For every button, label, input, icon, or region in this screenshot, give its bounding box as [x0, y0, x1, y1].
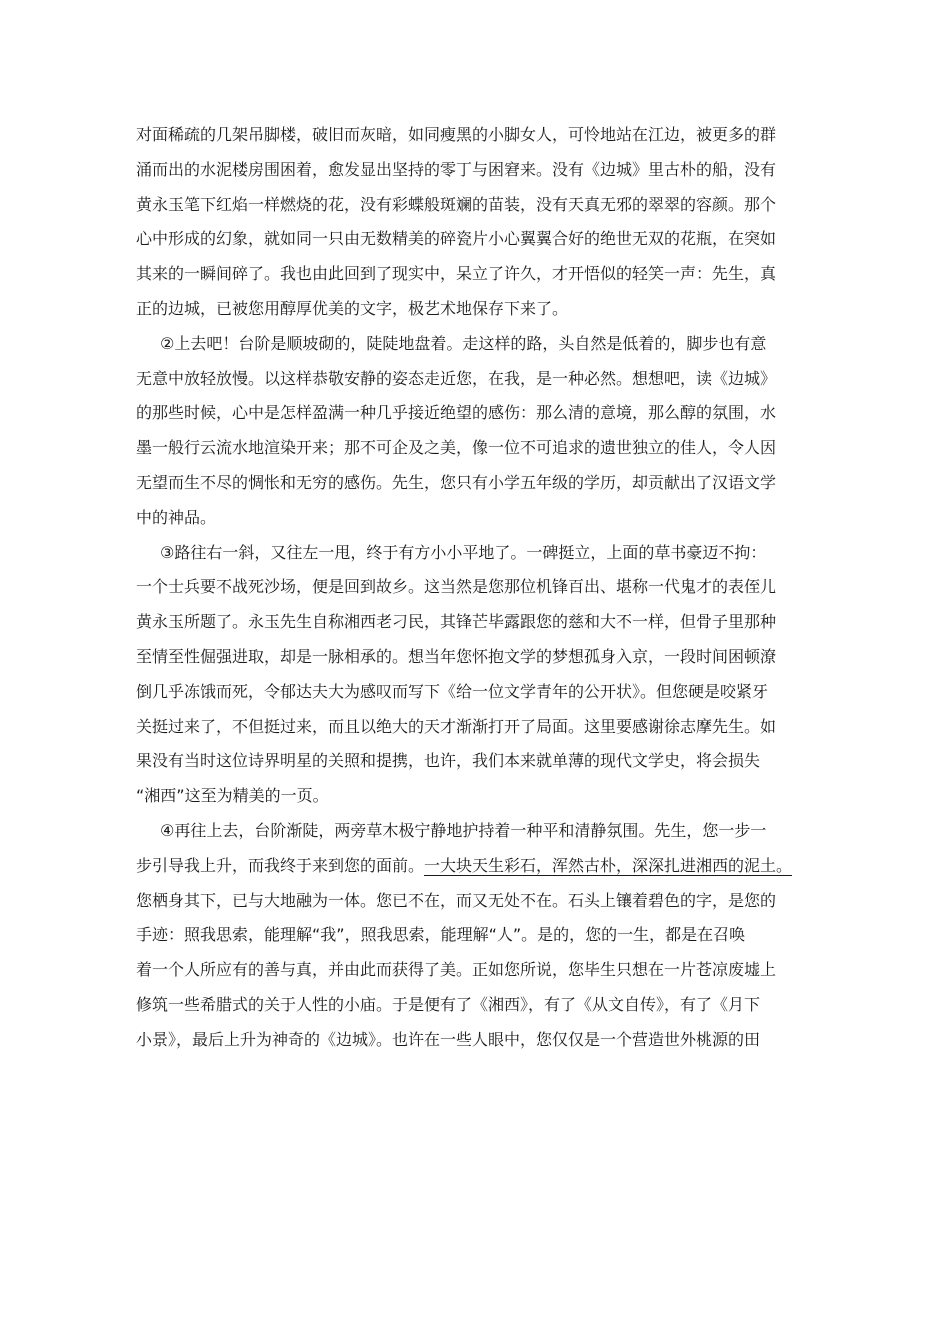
text-line: 您栖身其下，已与大地融为一体。您已不在，而又无处不在。石头上镶着碧色的字，是您的	[136, 890, 777, 910]
text-line: ④再往上去，台阶渐陡，两旁草木极宁静地护持着一种平和清静氛围。先生，您一步一	[160, 820, 767, 840]
text-line: 倒几乎冻饿而死，令郁达夫大为感叹而写下《给一位文学青年的公开状》。但您硬是咬紧牙	[136, 681, 769, 701]
text-line: 的那些时候，心中是怎样盈满一种几乎接近绝望的感伤：那么清的意境，那么醇的氛围，水	[136, 403, 777, 423]
paragraph-1	[136, 118, 826, 327]
text-line: ③路往右一斜，又往左一甩，终于有方小小平地了。一碑挺立，上面的草书豪迈不拘：	[160, 542, 767, 562]
text-line: 黄永玉所题了。永玉先生自称湘西老刁民，其锋芒毕露跟您的慈和大不一样，但骨子里那种	[136, 612, 777, 632]
text-line: 一个士兵要不战死沙场，便是回到故乡。这当然是您那位机锋百出、堪称一代鬼才的表侄儿	[136, 577, 777, 597]
text-line: 着一个人所应有的善与真，并由此而获得了美。正如您所说，您毕生只想在一片苍凉废墟上	[136, 960, 777, 980]
text-segment: 步引导我上升，而我终于来到您的面前。	[136, 855, 425, 875]
text-line: 正的边城，已被您用醇厚优美的文字，极艺术地保存下来了。	[136, 298, 569, 318]
text-line: 墨一般行云流水地渲染开来；那不可企及之美，像一位不可追求的遗世独立的佳人，令人因	[136, 438, 777, 458]
text-line: 果没有当时这位诗界明星的关照和提携，也许，我们本来就单薄的现代文学史，将会损失	[136, 751, 761, 771]
text-line: ②上去吧！台阶是顺坡砌的，陡陡地盘着。走这样的路，头自然是低着的，脚步也有意	[160, 333, 767, 353]
paragraph-2	[136, 327, 826, 536]
text-line: 黄永玉笔下红焰一样燃烧的花，没有彩蝶般斑斓的苗装，没有天真无邪的翠翠的容颜。那个	[136, 194, 777, 214]
text-line: 至情至性倔强进取，却是一脉相承的。想当年您怀抱文学的梦想孤身入京，一段时间困顿潦	[136, 646, 777, 666]
text-line: 关挺过来了，不但挺过来，而且以绝大的天才渐渐打开了局面。这里要感谢徐志摩先生。如	[136, 716, 777, 736]
text-line: “湘西”这至为精美的一页。	[136, 786, 329, 806]
text-line	[136, 849, 826, 884]
text-line: 小景》，最后上升为神奇的《边城》。也许在一些人眼中，您仅仅是一个营造世外桃源的田	[136, 1029, 761, 1049]
essay-body	[136, 118, 826, 1058]
text-line: 无意中放轻放慢。以这样恭敬安静的姿态走近您，在我，是一种必然。想想吧，读《边城》	[136, 368, 777, 388]
paragraph-4	[136, 814, 826, 1058]
text-line: 无望而生不尽的惆怅和无穷的感伤。先生，您只有小学五年级的学历，却贡献出了汉语文学	[136, 472, 777, 492]
text-line: 修筑一些希腊式的关于人性的小庙。于是便有了《湘西》，有了《从文自传》，有了《月下	[136, 994, 761, 1014]
underlined-sentence: 一大块天生彩石，浑然古朴，深深扎进湘西的泥土。	[424, 855, 793, 875]
text-line: 中的神品。	[136, 507, 217, 527]
text-line: 心中形成的幻象，就如同一只由无数精美的碎瓷片小心翼翼合好的绝世无双的花瓶，在突如	[136, 229, 777, 249]
text-line: 手迹：照我思索，能理解“我”，照我思索，能理解“人”。是的，您的一生，都是在召唤	[136, 925, 746, 945]
text-line: 其来的一瞬间碎了。我也由此回到了现实中，呆立了许久，才开悟似的轻笑一声：先生，真	[136, 264, 777, 284]
text-line: 对面稀疏的几架吊脚楼，破旧而灰暗，如同瘦黑的小脚女人，可怜地站在江边，被更多的群	[136, 125, 777, 144]
paragraph-3	[136, 536, 826, 814]
text-line: 涌而出的水泥楼房围困着，愈发显出坚持的零丁与困窘来。没有《边城》里古朴的船，没有	[136, 159, 777, 179]
